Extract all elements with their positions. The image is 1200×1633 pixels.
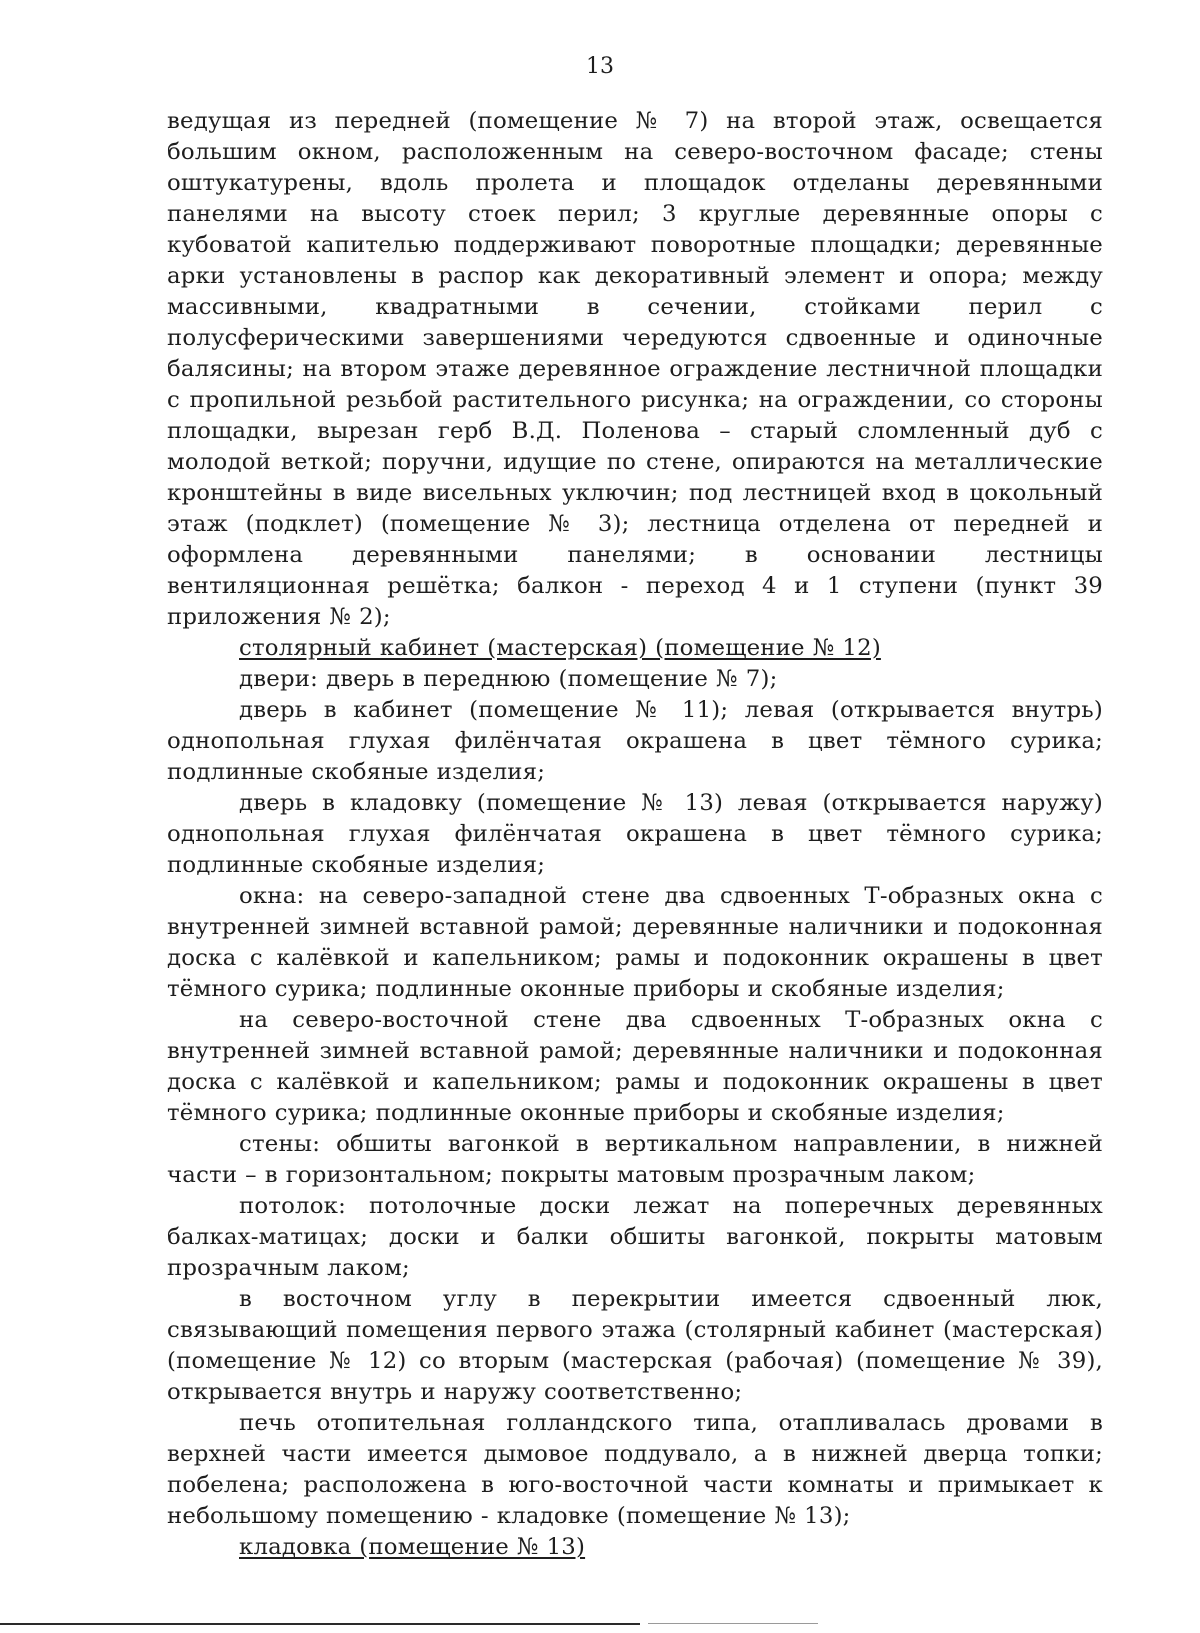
scan-edge-rule-tail <box>648 1623 818 1624</box>
paragraph-door-to-storeroom: дверь в кладовку (помещение № 13) левая (открывается наружу) однопольная глухая филёнчатая окрашена в цвет тёмного сурика; подлинные скобяные изделия; <box>167 790 1103 878</box>
section-heading-text: столярный кабинет (мастерская) (помещение № 12) <box>239 635 881 661</box>
scan-edge-rule <box>0 1623 640 1625</box>
section-heading-text: кладовка (помещение № 13) <box>239 1534 586 1560</box>
document-body <box>167 106 1103 1563</box>
paragraph-ceiling: потолок: потолочные доски лежат на поперечных деревянных балках-матицах; доски и балки обшиты вагонкой, покрыты матовым прозрачным лаком; <box>167 1193 1103 1281</box>
paragraph-stove: печь отопительная голландского типа, отапливалась дровами в верхней части имеется дымовое поддувало, а в нижней дверца топки; побелена; расположена в юго-восточной части комнаты и примыкает к небольшому помещению - кладовке (помещение № 13); <box>167 1410 1103 1529</box>
page-number: 13 <box>586 54 614 79</box>
paragraph-hatch: в восточном углу в перекрытии имеется сдвоенный люк, связывающий помещения первого этажа (столярный кабинет (мастерская) (помещение № 12) со вторым (мастерская (рабочая) (помещение № 39), открывается внутрь и наружу соответственно; <box>167 1286 1103 1405</box>
paragraph-windows-northeast: на северо-восточной стене два сдвоенных Т-образных окна с внутренней зимней вставной рамой; деревянные наличники и подоконная доска с калёвкой и капельником; рамы и подоконник окрашены в цвет тёмного сурика; подлинные оконные приборы и скобяные изделия; <box>167 1007 1103 1126</box>
section-heading-carpentry-room <box>167 633 1103 664</box>
paragraph-staircase-continuation: ведущая из передней (помещение № 7) на второй этаж, освещается большим окном, расположенным на северо-восточном фасаде; стены оштукатурены, вдоль пролета и площадок отделаны деревянными панелями на высоту стоек перил; 3 круглые деревянные опоры с кубоватой капителью поддерживают поворотные площадки; деревянные арки установлены в распор как декоративный элемент и опора; между массивными, квадратными в сечении, стойками перил с полусферическими завершениями чередуются сдвоенные и одиночные балясины; на втором этаже деревянное ограждение лестничной площадки с пропильной резьбой растительного рисунка; на ограждении, со стороны площадки, вырезан герб В.Д. Поленова – старый сломленный дуб с молодой веткой; поручни, идущие по стене, опираются на металлические кронштейны в виде висельных уключин; под лестницей вход в цокольный этаж (подклет) (помещение № 3); лестница отделена от передней и оформлена деревянными панелями; в основании лестницы вентиляционная решётка; балкон - переход 4 и 1 ступени (пункт 39 приложения № 2); <box>167 108 1103 630</box>
paragraph-windows-northwest: окна: на северо-западной стене два сдвоенных Т-образных окна с внутренней зимней вставной рамой; деревянные наличники и подоконная доска с калёвкой и капельником; рамы и подоконник окрашены в цвет тёмного сурика; подлинные оконные приборы и скобяные изделия; <box>167 883 1103 1002</box>
paragraph-doors: двери: дверь в переднюю (помещение № 7); <box>239 666 778 692</box>
paragraph-door-to-study: дверь в кабинет (помещение № 11); левая (открывается внутрь) однопольная глухая филёнчатая окрашена в цвет тёмного сурика; подлинные скобяные изделия; <box>167 697 1103 785</box>
paragraph-walls: стены: обшиты вагонкой в вертикальном направлении, в нижней части – в горизонтальном; покрыты матовым прозрачным лаком; <box>167 1131 1103 1188</box>
section-heading-storeroom <box>167 1532 1103 1563</box>
